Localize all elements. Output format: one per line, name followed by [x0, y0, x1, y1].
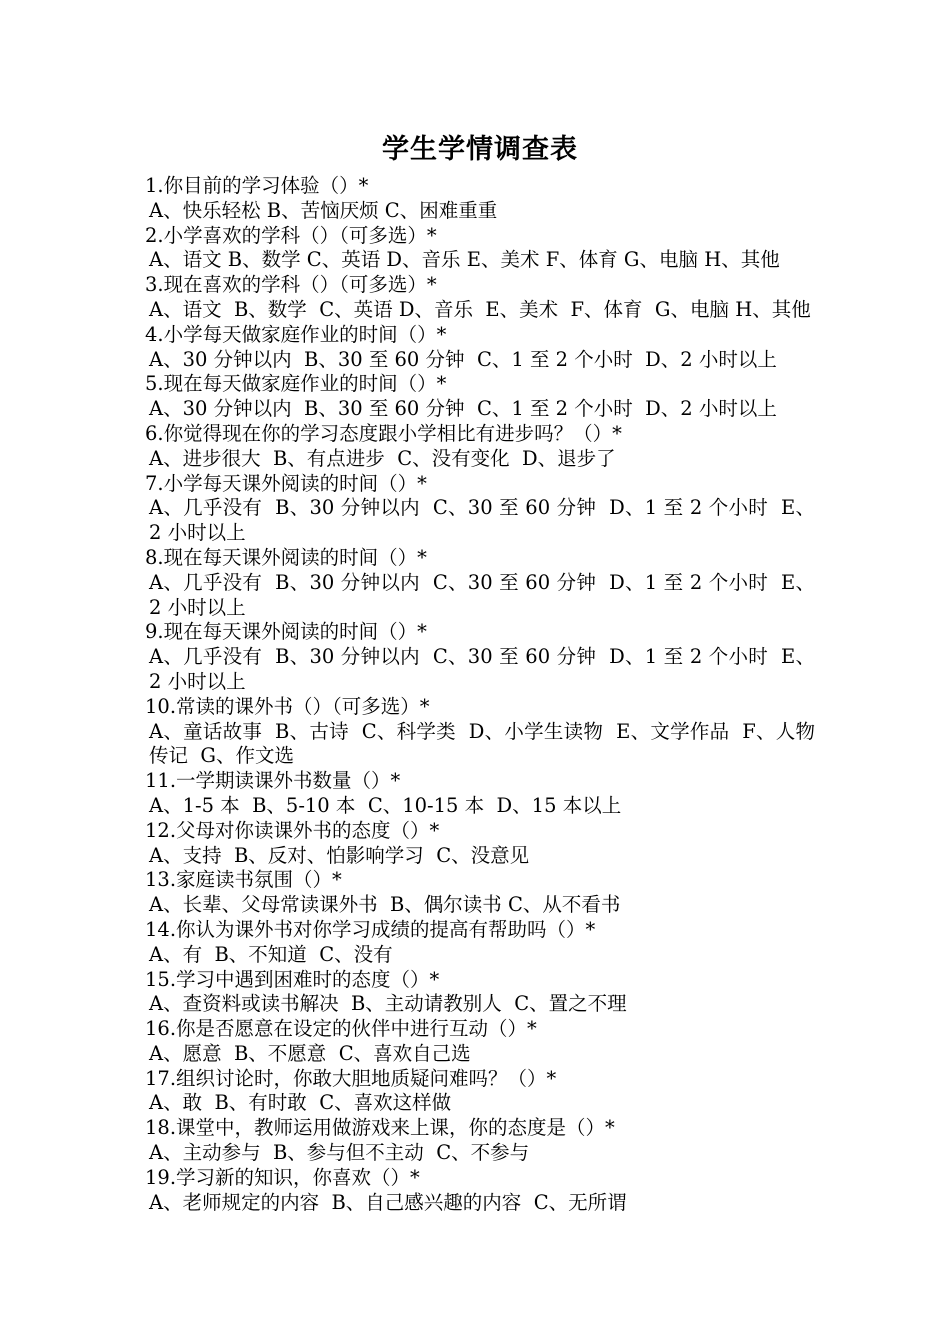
question-text: 11.一学期读课外书数量（）*	[145, 769, 401, 793]
answer-options: A、敢 B、有时敢 C、喜欢这样做	[149, 1091, 452, 1115]
question-text: 17.组织讨论时，你敢大胆地质疑问难吗？（）*	[145, 1066, 557, 1090]
question-item	[145, 620, 815, 694]
answer-options: A、有 B、不知道 C、没有	[149, 942, 393, 966]
question-text: 7.小学每天课外阅读的时间（）*	[145, 471, 427, 495]
question-item	[145, 323, 815, 373]
question-list	[145, 174, 815, 1215]
question-item	[145, 174, 815, 224]
question-item	[145, 918, 815, 968]
answer-options: A、语文 B、数学 C、英语 D、音乐 E、美术 F、体育 G、电脑 H、其他	[149, 297, 811, 321]
question-item	[145, 1067, 815, 1117]
survey-document	[145, 128, 815, 1215]
question-text: 15.学习中遇到困难时的态度（）*	[145, 967, 440, 991]
question-text: 2.小学喜欢的学科（）（可多选）*	[145, 223, 437, 247]
question-text: 5.现在每天做家庭作业的时间（）*	[145, 372, 447, 396]
question-text: 16.你是否愿意在设定的伙伴中进行互动（）*	[145, 1017, 537, 1041]
question-text: 13.家庭读书氛围（）*	[145, 868, 342, 892]
question-text: 14.你认为课外书对你学习成绩的提高有帮助吗（）*	[145, 917, 596, 941]
answer-options: A、主动参与 B、参与但不主动 C、不参与	[149, 1141, 530, 1165]
answer-options: A、愿意 B、不愿意 C、喜欢自己选	[149, 1041, 471, 1065]
answer-options: A、几乎没有 B、30 分钟以内 C、30 至 60 分钟 D、1 至 2 个小时 E、2 小时以上	[149, 496, 815, 545]
answer-options: A、几乎没有 B、30 分钟以内 C、30 至 60 分钟 D、1 至 2 个小时 E、2 小时以上	[149, 570, 815, 619]
question-text: 12.父母对你读课外书的态度（）*	[145, 818, 440, 842]
answer-options: A、快乐轻松 B、苦恼厌烦 C、困难重重	[149, 198, 498, 222]
question-text: 8.现在每天课外阅读的时间（）*	[145, 545, 427, 569]
answer-options: A、30 分钟以内 B、30 至 60 分钟 C、1 至 2 个小时 D、2 小时以上	[149, 347, 777, 371]
question-item	[145, 224, 815, 274]
answer-options: A、查资料或读书解决 B、主动请教别人 C、置之不理	[149, 992, 627, 1016]
question-item	[145, 1116, 815, 1166]
question-item	[145, 769, 815, 819]
question-text: 18.课堂中，教师运用做游戏来上课，你的态度是（）*	[145, 1116, 615, 1140]
answer-options: A、支持 B、反对、怕影响学习 C、没意见	[149, 843, 530, 867]
question-item	[145, 1166, 815, 1216]
question-item	[145, 422, 815, 472]
question-item	[145, 819, 815, 869]
question-item	[145, 695, 815, 769]
answer-options: A、几乎没有 B、30 分钟以内 C、30 至 60 分钟 D、1 至 2 个小时 E、2 小时以上	[149, 645, 815, 693]
answer-options: A、进步很大 B、有点进步 C、没有变化 D、退步了	[149, 446, 616, 470]
question-item	[145, 868, 815, 918]
question-text: 9.现在每天课外阅读的时间（）*	[145, 620, 427, 644]
question-item	[145, 546, 815, 620]
answer-options: A、语文 B、数学 C、英语 D、音乐 E、美术 F、体育 G、电脑 H、其他	[149, 248, 780, 272]
question-text: 1.你目前的学习体验（）*	[145, 174, 369, 197]
question-text: 4.小学每天做家庭作业的时间（）*	[145, 322, 447, 346]
question-item	[145, 1017, 815, 1067]
question-item	[145, 273, 815, 323]
question-item	[145, 968, 815, 1018]
document-title: 学生学情调查表	[382, 134, 578, 165]
answer-options: A、童话故事 B、古诗 C、科学类 D、小学生读物 E、文学作品 F、人物传记 G、作文选	[149, 719, 815, 768]
question-text: 10.常读的课外书（）（可多选）*	[145, 694, 430, 718]
question-text: 6.你觉得现在你的学习态度跟小学相比有进步吗？（）*	[145, 421, 622, 445]
answer-options: A、老师规定的内容 B、自己感兴趣的内容 C、无所谓	[149, 1190, 627, 1214]
question-item	[145, 472, 815, 546]
answer-options: A、长辈、父母常读课外书 B、偶尔读书 C、从不看书	[149, 893, 621, 917]
answer-options: A、30 分钟以内 B、30 至 60 分钟 C、1 至 2 个小时 D、2 小时以上	[149, 397, 777, 421]
question-item	[145, 372, 815, 422]
question-text: 19.学习新的知识，你喜欢（）*	[145, 1165, 420, 1189]
answer-options: A、1-5 本 B、5-10 本 C、10-15 本 D、15 本以上	[149, 793, 622, 817]
question-text: 3.现在喜欢的学科（）（可多选）*	[145, 273, 437, 297]
